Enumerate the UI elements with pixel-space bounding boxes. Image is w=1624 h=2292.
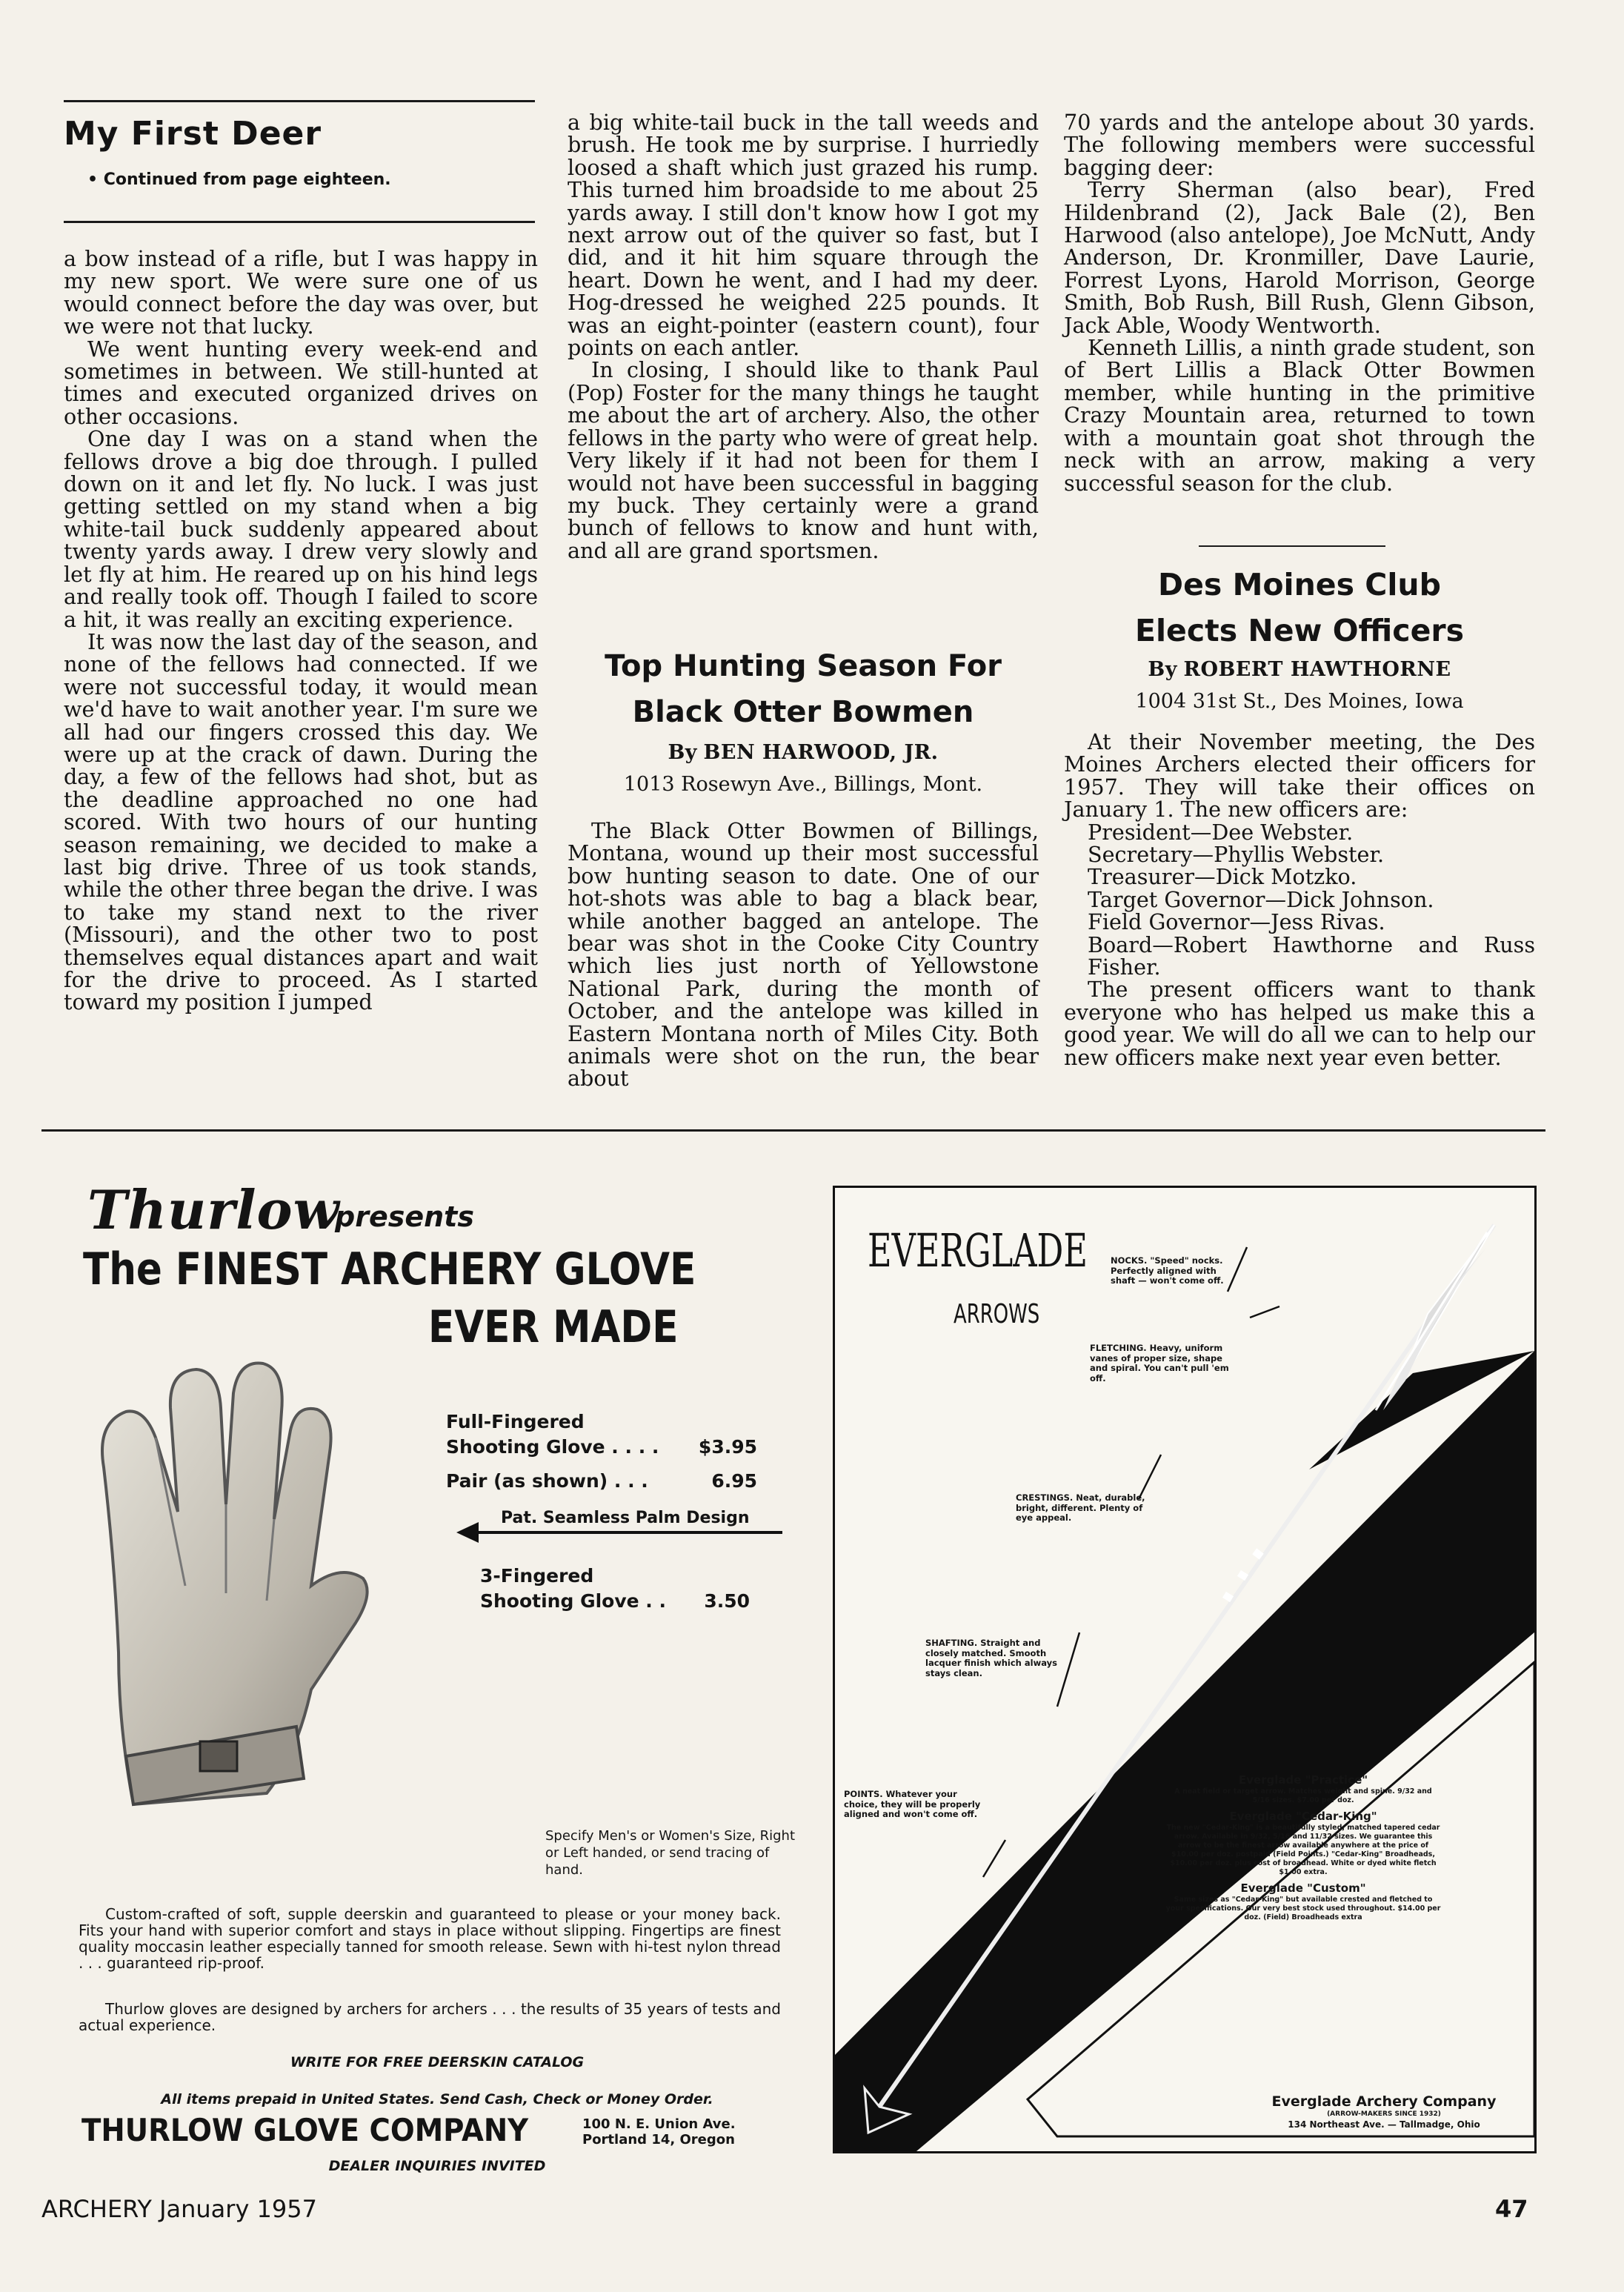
article2-address: 1013 Rosewyn Ave., Billings, Mont.	[623, 773, 983, 796]
everglade-since: (ARROW-MAKERS SINCE 1932)	[1327, 2110, 1441, 2118]
price2-label: Pair (as shown) . . .	[446, 1470, 648, 1492]
everglade-sub: ARROWS	[954, 1299, 1040, 1329]
paragraph: Kenneth Lillis, a ninth grade student, son of Bert Lillis a Black Otter Bowmen member, while hunting in the primitive Crazy Mountain area, returned to town with a mountain goat shot through the neck with an arrow, making a very successful season for the club.	[1064, 335, 1535, 496]
column-1	[64, 248, 538, 1014]
article1-title: My First Deer	[64, 115, 322, 153]
paragraph: It was now the last day of the season, and none of the fellows had connected. If we were not successful today, it would mean we'd have to wait another year. I'm sure we all had our fingers crossed this day. We were up at the crack of dawn. During the day, a few of the fellows had shot, but as the deadline approached no one had scored. With two hours of our hunting season remaining, we decided to make a last big drive. Three of us took stands, while the other three began the drive. I was to take my stand next to the river (Missouri), and the other two to post themselves equal distances apart and wait for the drive to proceed. As I started toward my position I jumped	[64, 628, 539, 1015]
byline-prefix: By	[668, 741, 697, 764]
article3-byline	[1064, 658, 1535, 681]
paragraph: 70 yards and the antelope about 30 yards. The following members were successful bagging deer:	[1064, 110, 1535, 180]
column-2-article2	[568, 820, 1039, 1090]
thurlow-brand: Thurlow	[87, 1178, 340, 1241]
officer-line: Board—Robert Hawthorne and Russ Fisher.	[1088, 931, 1535, 980]
custom-title: Everglade "Custom"	[1240, 1881, 1366, 1895]
officer-line: President—Dee Webster.	[1088, 819, 1354, 845]
price1-label1: Full-Fingered	[446, 1411, 585, 1432]
thurlow-company: THURLOW GLOVE COMPANY	[81, 2112, 529, 2148]
prepaid-note: All items prepaid in United States. Send Cash, Check or Money Order.	[161, 2091, 713, 2107]
ads-divider	[41, 1129, 1545, 1132]
price3-block	[480, 1564, 791, 1614]
paragraph: Terry Sherman (also bear), Fred Hildenbrand (2), Jack Bale (2), Ben Harwood (also antelope), Joe McNutt, Andy Anderson, Dr. Kronmiller, Dave Laurie, Forrest Lyons, Harold Morrison, George Smith, Bob Rush, Bill Rush, Glenn Gibson, Jack Able, Woody Wentworth.	[1064, 177, 1535, 338]
price1-row	[446, 1435, 757, 1460]
everglade-company: Everglade Archery Company	[1271, 2093, 1497, 2110]
price3-row	[480, 1589, 750, 1614]
officer-line: Treasurer—Dick Motzko.	[1088, 864, 1357, 890]
officer-line: Secretary—Phyllis Webster.	[1088, 842, 1385, 868]
size-note: Specify Men's or Women's Size, Right or Left handed, or send tracing of hand.	[545, 1828, 796, 1878]
officer-line: Target Governor—Dick Johnson.	[1088, 886, 1434, 912]
everglade-ad	[833, 1186, 1537, 2153]
article3-title-line1: Des Moines Club	[1158, 567, 1441, 602]
price3-label1: 3-Fingered	[480, 1565, 594, 1587]
dealer-note: DEALER INQUIRIES INVITED	[328, 2158, 546, 2174]
cedar-title: Everglade "Cedar-King"	[1229, 1810, 1377, 1823]
thurlow-address-line1: 100 N. E. Union Ave.	[582, 2116, 736, 2132]
byline-author: BEN HARWOOD, JR.	[703, 741, 939, 764]
thurlow-headline-2: EVER MADE	[428, 1301, 679, 1353]
points-callout: POINTS. Whatever your choice, they will be properly aligned and won't come off.	[844, 1789, 981, 1819]
crestings-callout: CRESTINGS. Neat, durable, bright, different. Plenty of eye appeal.	[1016, 1492, 1145, 1523]
thurlow-presents: presents	[335, 1200, 474, 1233]
catalog-offer: WRITE FOR FREE DEERSKIN CATALOG	[290, 2054, 585, 2070]
officer-line: Field Governor—Jess Rivas.	[1088, 909, 1385, 935]
price2-row	[446, 1469, 757, 1494]
section-divider	[1199, 545, 1385, 547]
byline-author: ROBERT HAWTHORNE	[1183, 658, 1451, 681]
column-3	[1064, 111, 1535, 494]
price-list	[446, 1409, 794, 1494]
paragraph: We went hunting every week-end and sometimes in between. We still-hunted at times and executed organized drives on other occasions.	[64, 336, 538, 429]
thurlow-body-1: Custom-crafted of soft, supple deerskin and guaranteed to please or your money back. Fits your hand with superior comfort and stays in place without slipping. Fingertips are finest quality moccasin leather especially tanned for smooth release. Sewn with hi-test nylon thread . . . guaranteed rip-proof.	[79, 1905, 781, 1972]
thurlow-ad	[74, 1156, 800, 2186]
article3-address: 1004 31st St., Des Moines, Iowa	[1135, 690, 1464, 713]
paragraph: One day I was on a stand when the fellows drove a big doe through. I pulled down on it and let fly. No luck. I was just getting settled on my stand when a big white-tail buck suddenly appeared about twenty yards away. I drew very slowly and let fly at him. He reared up on his hind legs and really took off. Though I failed to score a hit, it was really an exciting experience.	[64, 426, 538, 632]
paragraph: a bow instead of a rifle, but I was happy in my new sport. We were sure one of us would connect before the day was over, but we were not that lucky.	[64, 246, 538, 339]
thurlow-address-line2: Portland 14, Oregon	[582, 2132, 735, 2147]
thurlow-headline-1: The FINEST ARCHERY GLOVE	[83, 1243, 696, 1295]
shafting-callout: SHAFTING. Straight and closely matched. Smooth lacquer finish which always stays clean.	[925, 1638, 1057, 1678]
price3-label2: Shooting Glove . .	[480, 1590, 666, 1612]
palm-design-callout	[456, 1510, 782, 1543]
practice-title: Everglade "Practice"	[1238, 1773, 1368, 1787]
cedar-body: The new "Cedar-King" is a beautifully styled, matched tapered cedar arrow. Available in 9/32, 5/16 and 11/32 sizes. We guarantee this arrow to be the finest arrow available anywhere at the price of $10.00 per doz. postpaid (Field Points.) "Cedar-King" Broadheads, $10.00 per doz. plus cost of broadhead. White or dyed white fletch $1.00 extra.	[1166, 1824, 1440, 1876]
nocks-callout: NOCKS. "Speed" nocks. Perfectly aligned with shaft — won't come off.	[1111, 1255, 1224, 1286]
paragraph: In closing, I should like to thank Paul (Pop) Foster for the many things he taught me about the art of archery. Also, the other fellows in the party who were of great help. Very likely if it had not been for them I would not have been successful in bagging my buck. They certainly were a grand bunch of fellows to know and hunt with, and all are grand sportsmen.	[568, 357, 1039, 563]
footer-magazine: ARCHERY January 1957	[41, 2195, 317, 2223]
price1-label2: Shooting Glove . . . .	[446, 1436, 659, 1458]
price3-value: 3.50	[704, 1590, 750, 1612]
paragraph: The Black Otter Bowmen of Billings, Montana, wound up their most successful bow hunting season to date. One of our hot-shots was able to bag a black bear, while another bagged an antelope. The bear was shot in the Cooke City Country which lies just north of Yellowstone National Park, during the month of October, and the antelope was killed in Eastern Montana north of Miles City. Both animals were shot on the run, the bear about	[568, 818, 1039, 1092]
page-number: 47	[1495, 2195, 1528, 2223]
glove-illustration	[74, 1341, 385, 1816]
article3-title-line2: Elects New Officers	[1134, 613, 1465, 648]
paragraph: a big white-tail buck in the tall weeds and brush. He took me by surprise. I hurriedly loosed a shaft which just grazed his rump. This turned him broadside to me about 25 yards away. I still don't know how I got my next arrow out of the quiver so fast, but I did, and it hit him square through the heart. Down he went, and I had my deer. Hog-dressed he weighed 225 pounds. It was an eight-pointer (eastern count), four points on each antler.	[568, 110, 1039, 361]
column-3-article3	[1064, 731, 1535, 1069]
palm-design-label: Pat. Seamless Palm Design	[501, 1509, 750, 1527]
byline-prefix: By	[1148, 658, 1177, 681]
header-rule-col1	[64, 221, 535, 223]
everglade-brand: EVERGLADE	[868, 1223, 1088, 1278]
everglade-address: 134 Northeast Ave. — Tallmadge, Ohio	[1288, 2119, 1480, 2130]
article2-title-line1: Top Hunting Season For	[605, 649, 1002, 683]
thurlow-body-2: Thurlow gloves are designed by archers for archers . . . the results of 35 years of tests and actual experience.	[79, 2000, 781, 2034]
article2-byline	[568, 741, 1039, 764]
article2-title-line2: Black Otter Bowmen	[632, 695, 974, 729]
practice-body: A neat field or target arrow. Matches weight and spine. 9/32 and 5/16 sizes. $7.00 per doz.	[1174, 1787, 1432, 1804]
everglade-company-block	[1247, 2093, 1521, 2130]
column-2	[568, 111, 1039, 562]
article2-header	[568, 643, 1039, 796]
fletching-callout: FLETCHING. Heavy, uniform vanes of proper size, shape and spiral. You can't pull 'em off.	[1090, 1343, 1229, 1383]
top-rule-col1	[64, 100, 535, 102]
continued-note: • Continued from page eighteen.	[87, 170, 391, 189]
article3-header	[1064, 562, 1535, 713]
paragraph: The present officers want to thank everyone who has helped us make this a good year. We will do all we can to help our new officers make next year even better.	[1064, 977, 1535, 1070]
thurlow-address	[582, 2116, 736, 2147]
product-list	[1165, 1773, 1441, 1922]
price2-value: 6.95	[711, 1470, 757, 1492]
custom-body: Same sizes as "Cedar-King" but available crested and fletched to your specifications. Our very best stock used throughout. $14.00 per doz. (Field) Broadheads extra	[1165, 1896, 1441, 1921]
paragraph: At their November meeting, the Des Moines Archers elected their officers for 1957. They will take their offices on January 1. The new officers are:	[1064, 729, 1535, 823]
price1-value: $3.95	[698, 1436, 757, 1458]
